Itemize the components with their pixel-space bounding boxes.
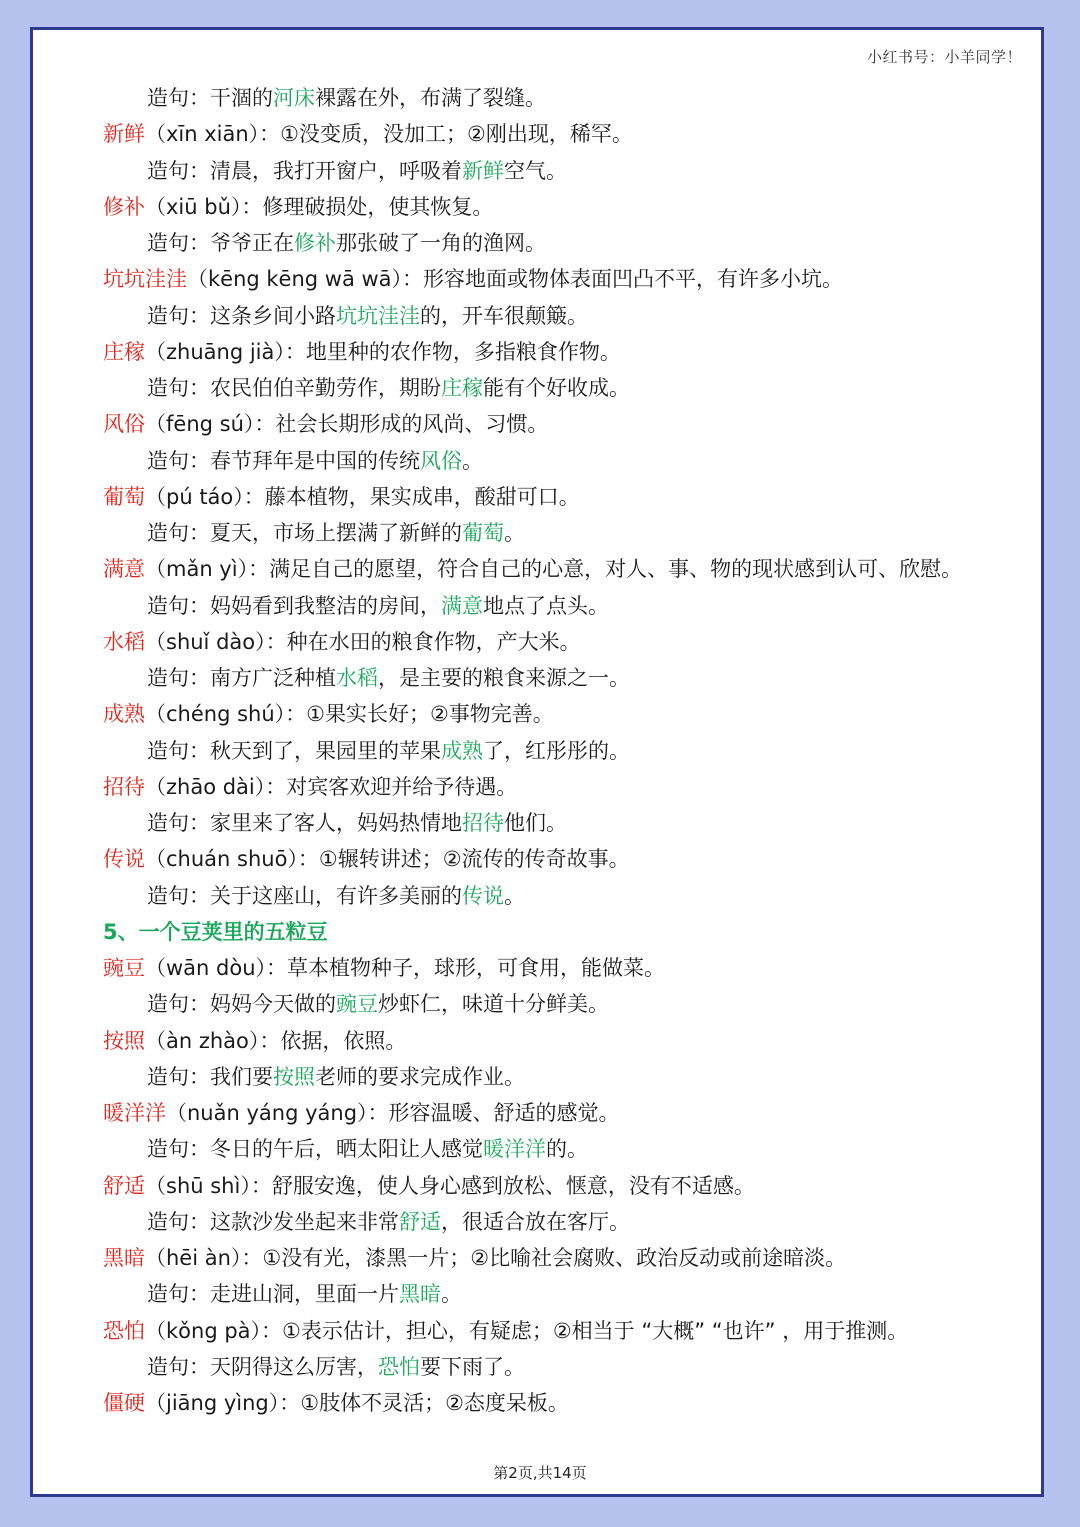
example-prefix: 造句：夏天，市场上摆满了新鲜的 (147, 521, 462, 545)
example-highlight: 招待 (462, 811, 504, 835)
vocab-entry (103, 950, 1043, 986)
example-suffix: ，是主要的粮食来源之一。 (378, 666, 630, 690)
vocab-entry (103, 769, 1043, 805)
example-sentence (103, 153, 1043, 189)
vocab-definition: （nuǎn yáng yáng）：形容温暖、舒适的感觉。 (166, 1101, 620, 1125)
vocab-entry (103, 1385, 1043, 1421)
example-sentence (103, 298, 1043, 334)
example-prefix: 造句：秋天到了，果园里的苹果 (147, 738, 441, 763)
example-suffix: 那张破了一角的渔网。 (336, 231, 546, 255)
example-highlight: 水稻 (336, 666, 378, 690)
example-sentence (103, 225, 1043, 261)
vocab-definition: （mǎn yì）：满足自己的愿望，符合自己的心意，对人、事、物的现状感到认可、欣慰。 (145, 557, 963, 582)
example-prefix: 造句：妈妈今天做的 (147, 992, 336, 1017)
example-suffix: 的。 (546, 1137, 588, 1162)
vocab-word: 舒适 (103, 1173, 145, 1198)
example-suffix: 。 (504, 883, 525, 908)
example-suffix: 炒虾仁，味道十分鲜美。 (378, 992, 609, 1017)
page-footer: 第2页,共14页 (493, 1464, 587, 1482)
example-sentence (103, 1204, 1043, 1240)
example-sentence (103, 986, 1043, 1022)
vocab-entry (103, 696, 1043, 732)
example-sentence (103, 1276, 1043, 1312)
example-prefix: 造句：天阴得这么厉害， (147, 1354, 378, 1379)
watermark: 小红书号：小羊同学！ (866, 48, 1022, 66)
vocab-definition: （zhuāng jià）：地里种的农作物，多指粮食作物。 (145, 339, 621, 364)
example-prefix: 造句：妈妈看到我整洁的房间， (147, 593, 441, 618)
vocab-definition: （wān dòu）：草本植物种子，球形，可食用，能做菜。 (145, 956, 666, 980)
example-highlight: 黑暗 (399, 1282, 441, 1307)
vocab-entry (103, 1168, 1043, 1204)
example-prefix: 造句：农民伯伯辛勤劳作，期盼 (147, 376, 441, 400)
example-suffix: ，很适合放在客厅。 (441, 1209, 630, 1234)
vocab-entry (103, 1240, 1043, 1276)
example-highlight: 坑坑洼洼 (336, 303, 420, 328)
example-highlight: 庄稼 (441, 376, 483, 400)
vocab-entry (103, 406, 1043, 442)
example-highlight: 暖洋洋 (483, 1137, 546, 1162)
vocab-word: 招待 (103, 774, 145, 799)
example-sentence (103, 878, 1043, 914)
vocab-entry (103, 1095, 1043, 1131)
vocab-word: 成熟 (103, 702, 145, 727)
example-highlight: 满意 (441, 593, 483, 618)
example-highlight: 豌豆 (336, 992, 378, 1017)
vocab-definition: （hēi àn）：①没有光，漆黑一片；②比喻社会腐败、政治反动或前途暗淡。 (145, 1246, 847, 1270)
vocab-definition: （xīn xiān）：①没变质，没加工；②刚出现，稀罕。 (145, 122, 633, 147)
example-highlight: 新鲜 (462, 158, 504, 183)
example-prefix: 造句：关于这座山，有许多美丽的 (147, 883, 462, 908)
vocab-entry (103, 841, 1043, 877)
example-sentence (103, 515, 1043, 551)
vocab-definition: （kǒng pà）：①表示估计，担心，有疑虑；②相当于 “大概” “也许” ，用于推测。 (145, 1318, 909, 1343)
example-highlight: 成熟 (441, 738, 483, 763)
example-sentence (103, 1059, 1043, 1095)
example-suffix: 。 (441, 1282, 462, 1307)
example-suffix: 。 (462, 448, 483, 473)
example-highlight: 按照 (273, 1064, 315, 1089)
vocab-word: 风俗 (103, 412, 145, 437)
example-suffix: 的，开车很颠簸。 (420, 303, 588, 328)
vocab-word: 豌豆 (103, 956, 145, 980)
vocab-word: 修补 (103, 194, 145, 219)
example-highlight: 葡萄 (462, 521, 504, 545)
example-prefix: 造句：家里来了客人，妈妈热情地 (147, 811, 462, 835)
example-prefix: 造句：清晨，我打开窗户，呼吸着 (147, 158, 462, 183)
vocab-entry (103, 551, 1043, 587)
vocab-entry (103, 479, 1043, 515)
example-prefix: 造句：走进山洞，里面一片 (147, 1282, 399, 1307)
example-highlight: 修补 (294, 231, 336, 255)
example-suffix: 他们。 (504, 811, 567, 835)
section-heading: 5、一个豆荚里的五粒豆 (103, 919, 328, 944)
vocab-entry (103, 261, 1043, 297)
example-prefix: 造句：这条乡间小路 (147, 303, 336, 328)
vocab-word: 黑暗 (103, 1246, 145, 1270)
example-prefix: 造句：南方广泛种植 (147, 666, 336, 690)
vocab-entry (103, 116, 1043, 152)
vocab-entry (103, 334, 1043, 370)
vocab-entry (103, 189, 1043, 225)
example-suffix: 能有个好收成。 (483, 376, 630, 400)
vocab-word: 葡萄 (103, 484, 145, 509)
vocab-definition: （chuán shuō）：①辗转讲述；②流传的传奇故事。 (145, 847, 630, 872)
example-sentence (103, 805, 1043, 841)
vocab-definition: （àn zhào）：依据，依照。 (145, 1028, 407, 1053)
example-suffix: 。 (504, 521, 525, 545)
vocab-word: 新鲜 (103, 122, 145, 147)
example-prefix: 造句：这款沙发坐起来非常 (147, 1209, 399, 1234)
vocab-word: 恐怕 (103, 1318, 145, 1343)
example-suffix: 裸露在外，布满了裂缝。 (315, 86, 546, 110)
vocab-entry (103, 1023, 1043, 1059)
vocab-word: 僵硬 (103, 1391, 145, 1415)
example-sentence (103, 733, 1043, 769)
example-highlight: 风俗 (420, 448, 462, 473)
example-prefix: 造句：干涸的 (147, 86, 273, 110)
example-prefix: 造句：春节拜年是中国的传统 (147, 448, 420, 473)
example-sentence (103, 1349, 1043, 1385)
vocab-word: 水稻 (103, 629, 145, 654)
example-sentence (103, 443, 1043, 479)
example-suffix: 了，红彤彤的。 (483, 738, 630, 763)
example-sentence (103, 1131, 1043, 1167)
vocab-definition: （xiū bǔ）：修理破损处，使其恢复。 (145, 194, 494, 219)
example-prefix: 造句：冬日的午后，晒太阳让人感觉 (147, 1137, 483, 1162)
example-prefix: 造句：我们要 (147, 1064, 273, 1089)
vocab-definition: （chéng shú）：①果实长好；②事物完善。 (145, 702, 554, 727)
vocab-definition: （zhāo dài）：对宾客欢迎并给予待遇。 (145, 774, 518, 799)
vocab-definition: （jiāng yìng）：①肢体不灵活；②态度呆板。 (145, 1391, 569, 1415)
vocab-word: 传说 (103, 847, 145, 872)
vocab-definition: （pú táo）：藤本植物，果实成串，酸甜可口。 (145, 484, 580, 509)
example-suffix: 要下雨了。 (420, 1354, 525, 1379)
example-highlight: 传说 (462, 883, 504, 908)
vocabulary-list (103, 80, 1043, 1421)
example-suffix: 老师的要求完成作业。 (315, 1064, 525, 1089)
vocab-word: 庄稼 (103, 339, 145, 364)
vocab-entry (103, 1313, 1043, 1349)
example-prefix: 造句：爷爷正在 (147, 231, 294, 255)
vocab-entry (103, 624, 1043, 660)
vocab-word: 按照 (103, 1028, 145, 1053)
example-sentence (103, 80, 1043, 116)
example-highlight: 恐怕 (378, 1354, 420, 1379)
vocab-definition: （shuǐ dào）：种在水田的粮食作物，产大米。 (145, 629, 581, 654)
example-sentence (103, 370, 1043, 406)
example-highlight: 河床 (273, 86, 315, 110)
example-suffix: 空气。 (504, 158, 567, 183)
vocab-definition: （kēng kēng wā wā）：形容地面或物体表面凹凸不平，有许多小坑。 (187, 267, 844, 292)
vocab-definition: （fēng sú）：社会长期形成的风尚、习惯。 (145, 412, 549, 437)
vocab-word: 坑坑洼洼 (103, 267, 187, 292)
vocab-word: 满意 (103, 557, 145, 582)
vocab-word: 暖洋洋 (103, 1101, 166, 1125)
vocab-definition: （shū shì）：舒服安逸，使人身心感到放松、惬意，没有不适感。 (145, 1173, 755, 1198)
example-sentence (103, 660, 1043, 696)
example-highlight: 舒适 (399, 1209, 441, 1234)
example-sentence (103, 588, 1043, 624)
example-suffix: 地点了点头。 (483, 593, 609, 618)
